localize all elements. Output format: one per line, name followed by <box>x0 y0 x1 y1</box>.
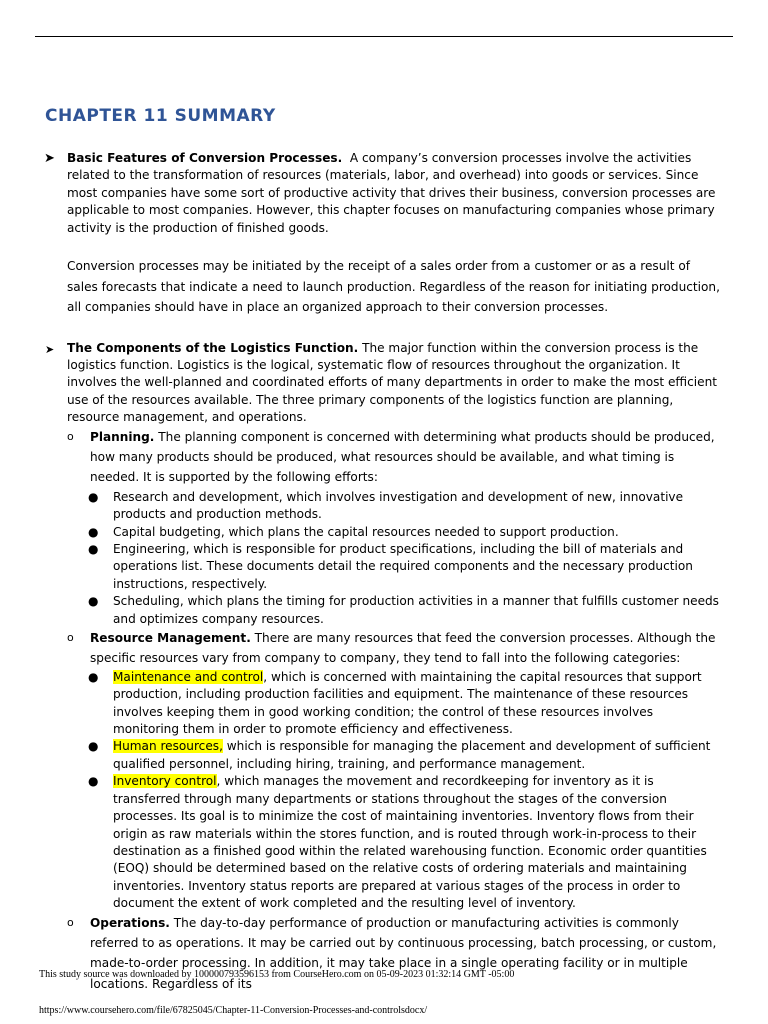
highlighted-term: Inventory control <box>113 774 217 789</box>
list-item <box>0 773 768 912</box>
list-item <box>0 593 768 628</box>
list-item-text: , which is concerned with maintaining the capital resources that support production, including production facilities and equipment. The maintenance of these resources involves keeping them in good working condition; the control of these resources involves monitoring them in order to promote efficiency and effectiveness. <box>113 669 702 737</box>
highlighted-term: Maintenance and control <box>113 669 264 684</box>
arrow-bullet-icon: ➤ <box>44 151 55 166</box>
list-item <box>0 489 768 524</box>
list-item-text: Research and development, which involves investigation and development of new, innovative products and production methods. <box>113 489 684 522</box>
list-item-text: , which manages the movement and recordkeeping for inventory as it is transferred through many departments or stations throughout the stages of the conversion processes. Its goal is to minimize the cost of maintaining inventories. Inventory flows from their origin as raw materials within the stores function, and is routed through work-in-process to their destination as a finished good within the related warehousing function. Economic order quantities (EOQ) should be determined based on the relative costs of ordering materials and maintaining inventories. Inventory status reports are prepared at various stages of the process in order to document the extent of work completed and the resulting level of inventory. <box>113 774 707 911</box>
resource-list <box>0 669 768 913</box>
section-heading: Basic Features of Conversion Processes. <box>67 151 343 165</box>
circle-bullet-icon: o <box>67 631 74 645</box>
section-paragraph-2: Conversion processes may be initiated by the receipt of a sales order from a customer or as a result of sales forecasts that indicate a need to launch production. Regardless of the reason for initiating production, all companies should have in place an organized approach to their conversion processes. <box>67 259 720 315</box>
list-item <box>0 738 768 773</box>
subsection-paragraph <box>90 913 722 995</box>
list-item <box>0 524 768 541</box>
subsection-paragraph <box>90 427 722 488</box>
list-item-text: Engineering, which is responsible for product specifications, including the bill of materials and operations list. These documents detail the required components and the necessary production instructions, respectively. <box>113 542 693 591</box>
download-source-note: This study source was downloaded by 100000793596153 from CourseHero.com on 05-09-2023 01:32:14 GMT -05:00 <box>39 969 515 980</box>
planning-list <box>0 489 768 628</box>
dot-bullet-icon: ● <box>88 669 99 684</box>
chapter-title: CHAPTER 11 SUMMARY <box>45 106 276 126</box>
section-conversion-basics <box>0 150 768 237</box>
subsection-heading: Resource Management. <box>90 631 251 646</box>
dot-bullet-icon: ● <box>88 739 99 754</box>
subsection-paragraph <box>90 628 722 669</box>
list-item-text: Scheduling, which plans the timing for production activities in a manner that fulfills customer needs and optimizes company resources. <box>113 594 719 626</box>
subsection-text: The day-to-day performance of production or manufacturing activities is commonly referred to as operations. It may be carried out by continuous processing, batch processing, or custom, made-to-order processing. In addition, it may take place in a single operating facility or in multiple locations. Regardless of its <box>90 915 717 991</box>
section-logistics-components <box>0 340 768 427</box>
list-item-text: which is responsible for managing the placement and development of sufficient qualified personnel, including hiring, training, and performance management. <box>113 739 711 771</box>
section-text: A company’s conversion processes involve the activities related to the transformation of resources (materials, labor, and overhead) into goods or services. Since most companies have some sort of productive activity that drives their business, conversion processes are applicable to most companies. However, this chapter focuses on manufacturing companies whose primary activity is the production of finished goods. <box>67 151 716 235</box>
section-paragraph <box>67 150 722 237</box>
subsection-heading: Planning. <box>90 429 155 444</box>
dot-bullet-icon: ● <box>88 524 99 539</box>
document-body <box>0 150 768 994</box>
arrow-bullet-icon: ➤ <box>45 342 55 356</box>
circle-bullet-icon: o <box>67 429 74 443</box>
highlighted-term: Human resources, <box>113 739 223 754</box>
section-paragraph <box>67 340 722 427</box>
subsection-operations <box>0 913 768 995</box>
source-url[interactable]: https://www.coursehero.com/file/67825045/Chapter-11-Conversion-Processes-and-controlsdocx/ <box>39 1005 428 1016</box>
subsection-heading: Operations. <box>90 915 170 930</box>
subsection-resource-management <box>0 628 768 669</box>
dot-bullet-icon: ● <box>88 774 99 789</box>
dot-bullet-icon: ● <box>88 594 99 609</box>
subsection-planning <box>0 427 768 488</box>
section-text: The major function within the conversion process is the logistics function. Logistics is the logical, systematic flow of resources throughout the organization. It involves the well-planned and coordinated efforts of many departments in order to make the most efficient use of the resources available. The three primary components of the logistics function are planning, resource management, and operations. <box>67 340 717 425</box>
list-item <box>0 541 768 593</box>
list-item <box>0 669 768 739</box>
dot-bullet-icon: ● <box>88 542 99 556</box>
header-rule <box>35 36 733 37</box>
list-item-text: Capital budgeting, which plans the capital resources needed to support production. <box>113 524 619 539</box>
circle-bullet-icon: o <box>67 915 74 929</box>
section-heading: The Components of the Logistics Function. <box>67 340 359 355</box>
subsection-text: The planning component is concerned with determining what products should be produced, how many products should be produced, what resources should be available, and what timing is needed. It is supported by the following efforts: <box>90 429 715 485</box>
dot-bullet-icon: ● <box>88 489 99 504</box>
subsection-text: There are many resources that feed the conversion processes. Although the specific resources vary from company to company, they tend to fall into the following categories: <box>90 631 716 666</box>
